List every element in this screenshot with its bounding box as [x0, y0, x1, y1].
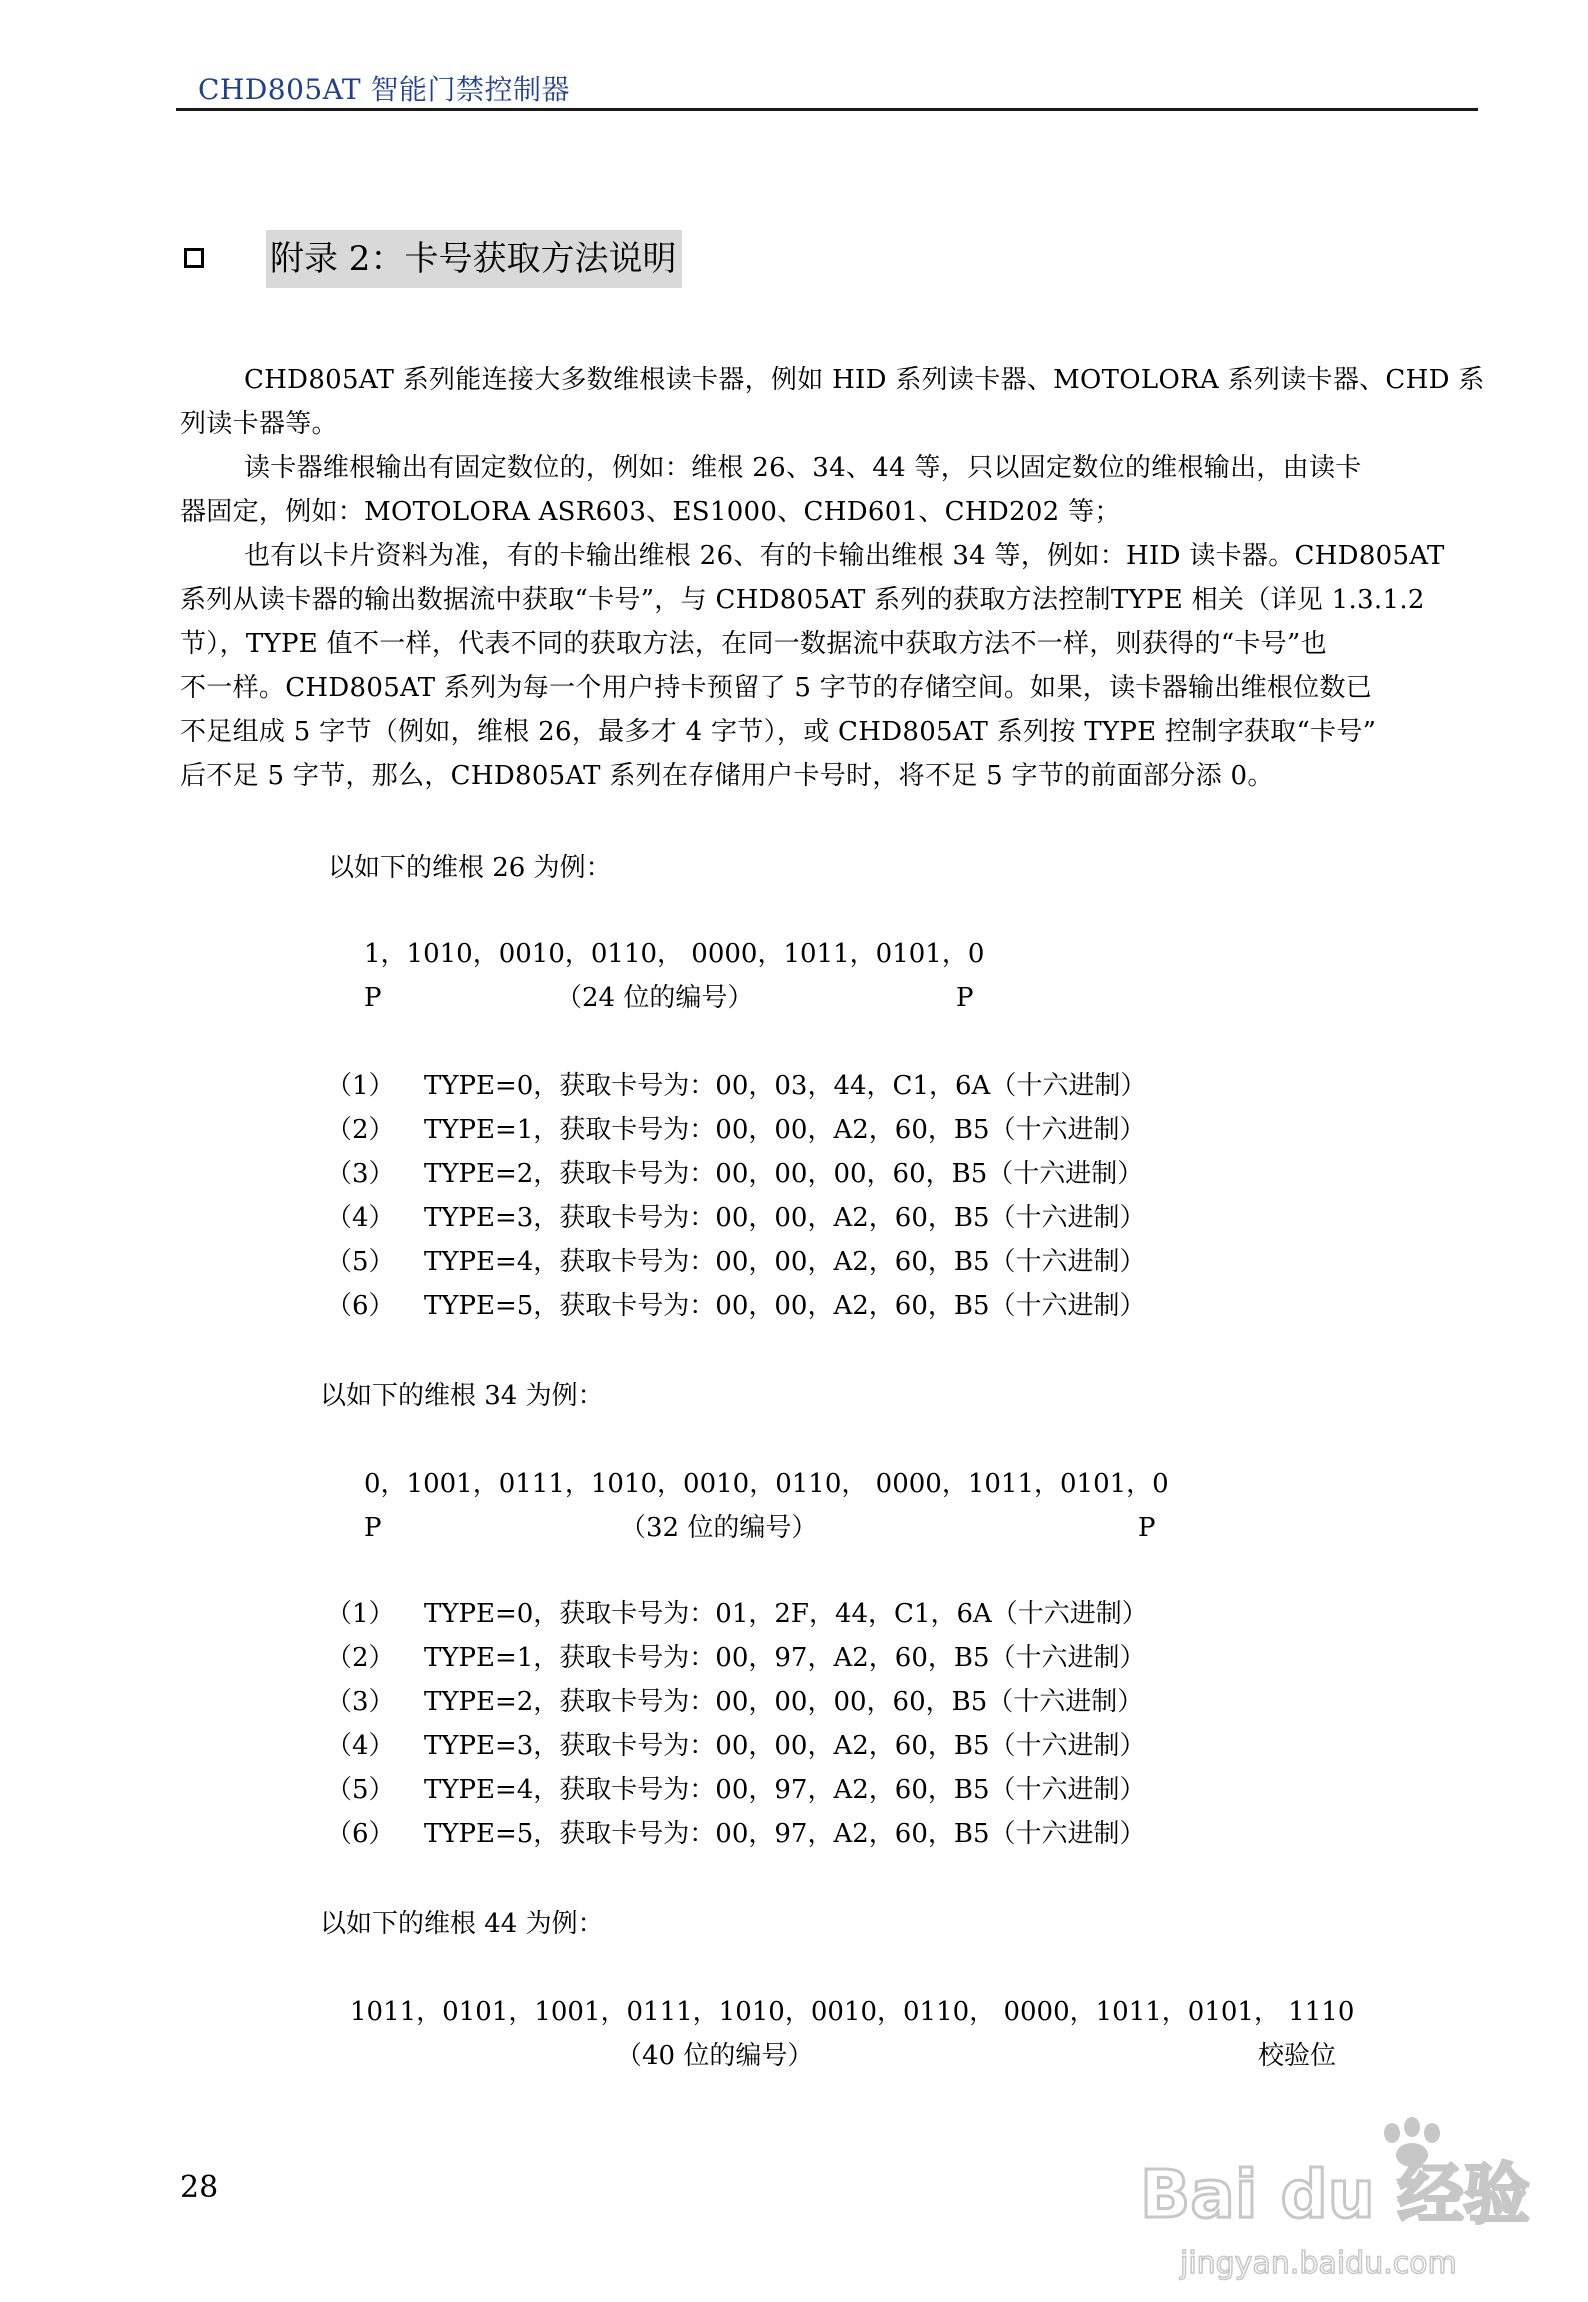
list-index: （4）	[326, 1203, 395, 1233]
wiegand26-parity-left: P	[364, 983, 382, 1013]
watermark-brand: Bai du 经验	[1140, 2156, 1530, 2233]
wiegand26-bits-label: （24 位的编号）	[556, 983, 754, 1013]
paragraph-line: 不一样。CHD805AT 系列为每一个用户持卡预留了 5 字节的存储空间。如果，读卡器输出维根位数已	[180, 673, 1373, 703]
wiegand26-heading: 以如下的维根 26 为例：	[328, 853, 612, 883]
list-item: TYPE=1，获取卡号为：00，00，A2，60，B5（十六进制）	[424, 1115, 1146, 1145]
wiegand34-bits: 0，1001，0111，1010，0010，0110， 0000，1011，0101，0	[364, 1469, 1169, 1499]
list-item: TYPE=5，获取卡号为：00，00，A2，60，B5（十六进制）	[424, 1291, 1146, 1321]
wiegand34-heading: 以如下的维根 34 为例：	[320, 1381, 604, 1411]
wiegand26-bits: 1，1010，0010，0110， 0000，1011，0101，0	[364, 939, 985, 969]
header-divider	[176, 108, 1478, 111]
page-number: 28	[180, 2170, 219, 2205]
list-item: TYPE=4，获取卡号为：00，00，A2，60，B5（十六进制）	[424, 1247, 1146, 1277]
paragraph-line: 后不足 5 字节，那么，CHD805AT 系列在存储用户卡号时，将不足 5 字节的前面部分添 0。	[180, 761, 1274, 791]
list-item: TYPE=5，获取卡号为：00，97，A2，60，B5（十六进制）	[424, 1819, 1146, 1849]
list-index: （1）	[326, 1599, 395, 1629]
section-title: 附录 2：卡号获取方法说明	[266, 230, 682, 288]
list-index: （2）	[326, 1643, 395, 1673]
wiegand44-heading: 以如下的维根 44 为例：	[320, 1909, 604, 1939]
wiegand26-parity-right: P	[956, 983, 974, 1013]
list-item: TYPE=2，获取卡号为：00，00，00，60，B5（十六进制）	[424, 1687, 1144, 1717]
paragraph-line: 列读卡器等。	[180, 409, 338, 439]
list-item: TYPE=0，获取卡号为：01，2F，44，C1，6A（十六进制）	[424, 1599, 1148, 1629]
section-bullet-square-icon	[184, 248, 204, 268]
list-index: （6）	[326, 1819, 395, 1849]
list-index: （5）	[326, 1775, 395, 1805]
list-index: （2）	[326, 1115, 395, 1145]
paragraph-line: 不足组成 5 字节（例如，维根 26，最多才 4 字节），或 CHD805AT 系列按 TYPE 控制字获取“卡号”	[180, 717, 1377, 747]
intro-paragraph-3	[180, 534, 1480, 798]
paragraph-line: 节），TYPE 值不一样，代表不同的获取方法，在同一数据流中获取方法不一样，则获得的“卡号”也	[180, 629, 1327, 659]
wiegand44-check-label: 校验位	[1258, 2041, 1337, 2071]
paragraph-line: 读卡器维根输出有固定数位的，例如：维根 26、34、44 等，只以固定数位的维根输出，由读卡	[244, 453, 1362, 483]
list-item: TYPE=3，获取卡号为：00，00，A2，60，B5（十六进制）	[424, 1203, 1146, 1233]
wiegand34-parity-left: P	[364, 1513, 382, 1543]
list-item: TYPE=3，获取卡号为：00，00，A2，60，B5（十六进制）	[424, 1731, 1146, 1761]
list-index: （3）	[326, 1687, 395, 1717]
wiegand44-bits-label: （40 位的编号）	[616, 2041, 814, 2071]
list-item: TYPE=0，获取卡号为：00，03，44，C1，6A（十六进制）	[424, 1071, 1147, 1101]
paragraph-line: 系列从读卡器的输出数据流中获取“卡号”，与 CHD805AT 系列的获取方法控制TYPE 相关（详见 1.3.1.2	[180, 585, 1425, 615]
watermark-url: jingyan.baidu.com	[1180, 2246, 1457, 2281]
list-item: TYPE=2，获取卡号为：00，00，00，60，B5（十六进制）	[424, 1159, 1144, 1189]
baidu-jingyan-watermark	[1130, 2105, 1530, 2285]
wiegand34-parity-right: P	[1138, 1513, 1156, 1543]
list-index: （4）	[326, 1731, 395, 1761]
list-index: （1）	[326, 1071, 395, 1101]
paragraph-line: CHD805AT 系列能连接大多数维根读卡器，例如 HID 系列读卡器、MOTOLORA 系列读卡器、CHD 系	[244, 365, 1485, 395]
list-item: TYPE=4，获取卡号为：00，97，A2，60，B5（十六进制）	[424, 1775, 1146, 1805]
list-index: （3）	[326, 1159, 395, 1189]
intro-paragraph-2	[180, 446, 1480, 534]
list-index: （5）	[326, 1247, 395, 1277]
list-item: TYPE=1，获取卡号为：00，97，A2，60，B5（十六进制）	[424, 1643, 1146, 1673]
paragraph-line: 也有以卡片资料为准，有的卡输出维根 26、有的卡输出维根 34 等，例如：HID 读卡器。CHD805AT	[244, 541, 1445, 571]
paragraph-line: 器固定，例如：MOTOLORA ASR603、ES1000、CHD601、CHD202 等；	[180, 497, 1121, 527]
list-index: （6）	[326, 1291, 395, 1321]
header-title: CHD805AT 智能门禁控制器	[198, 73, 571, 106]
wiegand34-bits-label: （32 位的编号）	[620, 1513, 818, 1543]
wiegand44-bits: 1011，0101，1001，0111，1010，0010，0110， 0000，1011，0101， 1110	[350, 1997, 1355, 2027]
intro-paragraph-1	[180, 358, 1485, 446]
